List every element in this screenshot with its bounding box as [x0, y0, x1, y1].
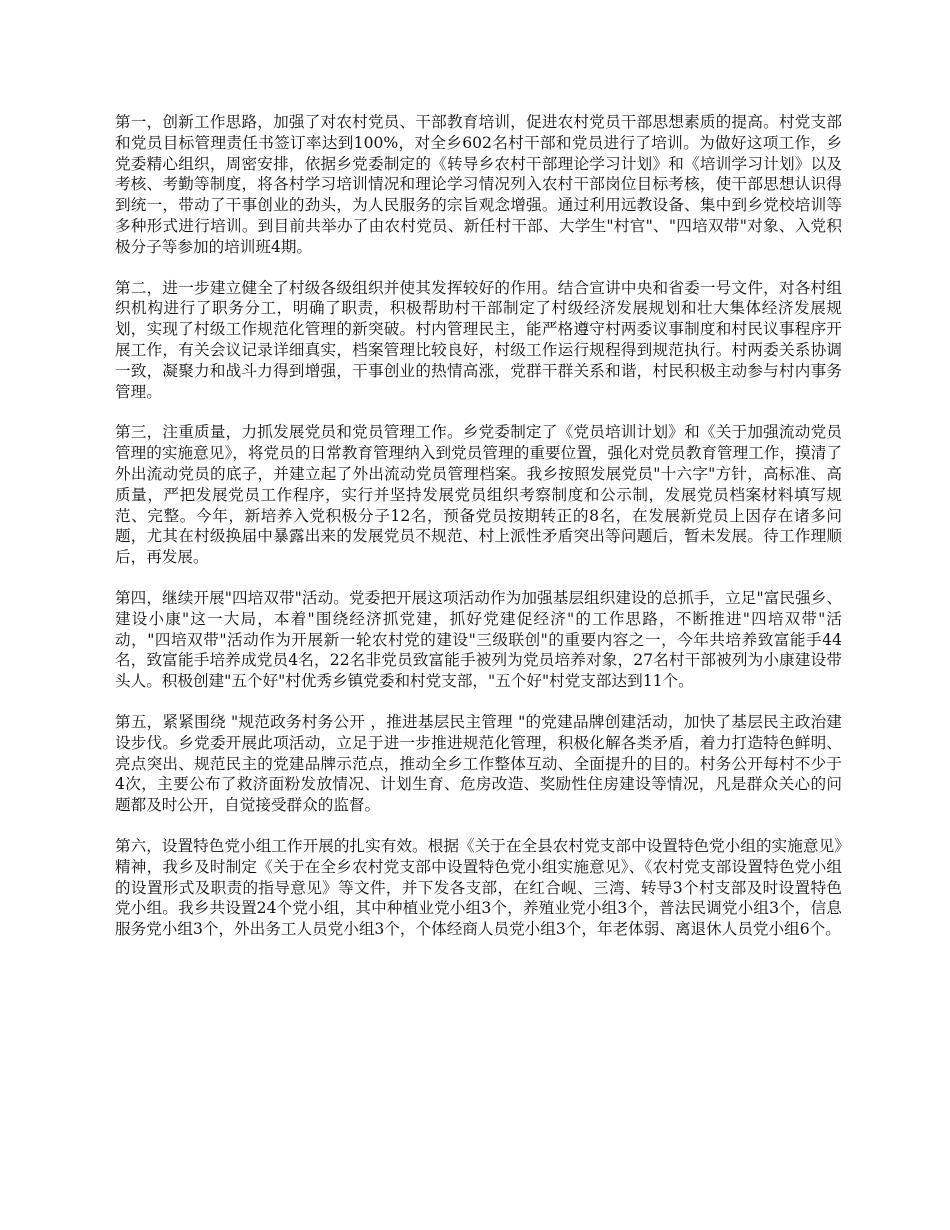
paragraph-2: 第二，进一步建立健全了村级各级组织并使其发挥较好的作用。结合宣讲中央和省委一号文件，对各村组织机构进行了职务分工，明确了职责，积极帮助村干部制定了村级经济发展规划和壮大集体经济发展规划，实现了村级工作规范化管理的新突破。村内管理民主，能严格遵守村两委议事制度和村民议事程序开展工作，有关会议记录详细真实，档案管理比较良好，村级工作运行规程得到规范执行。村两委关系协调一致，凝聚力和战斗力得到增强，干事创业的热情高涨，党群干群关系和谐，村民积极主动参与村内事务管理。 — [115, 278, 842, 401]
paragraph-3: 第三，注重质量，力抓发展党员和党员管理工作。乡党委制定了《党员培训计划》和《关于加强流动党员管理的实施意见》，将党员的日常教育管理纳入到党员管理的重要位置，强化对党员教育管理工作，摸清了外出流动党员的底子，并建立起了外出流动党员管理档案。我乡按照发展党员"十六字"方针，高标准、高质量，严把发展党员工作程序，实行并坚持发展党员组织考察制度和公示制，发展党员档案材料填写规范、完整。今年，新培养入党积极分子12名，预备党员按期转正的8名，在发展新党员上因存在诸多问题，尤其在村级换届中暴露出来的发展党员不规范、村上派性矛盾突出等问题后，暂未发展。待工作理顺后，再发展。 — [115, 423, 842, 567]
paragraph-6: 第六，设置特色党小组工作开展的扎实有效。根据《关于在全县农村党支部中设置特色党小组的实施意见》精神，我乡及时制定《关于在全乡农村党支部中设置特色党小组实施意见》、《农村党支部设置特色党小组的设置形式及职责的指导意见》等文件，并下发各支部，在红合岘、三湾、转导3个村支部及时设置特色党小组。我乡共设置24个党小组，其中种植业党小组3个，养殖业党小组3个，普法民调党小组3个，信息服务党小组3个，外出务工人员党小组3个，个体经商人员党小组3个，年老体弱、离退休人员党小组6个。 — [115, 836, 842, 939]
paragraph-5: 第五，紧紧围绕 "规范政务村务公开 ，推进基层民主管理 "的党建品牌创建活动，加快了基层民主政治建设步伐。乡党委开展此项活动，立足于进一步推进规范化管理，积极化解各类矛盾，着力打造特色鲜明、亮点突出、规范民主的党建品牌示范点，推动全乡工作整体互动、全面提升的目的。村务公开每村不少于4次，主要公布了救济面粉发放情况、计划生育、危房改造、奖励性住房建设等情况，凡是群众关心的问题都及时公开，自觉接受群众的监督。 — [115, 712, 842, 815]
paragraph-4: 第四，继续开展"四培双带"活动。党委把开展这项活动作为加强基层组织建设的总抓手，立足"富民强乡、建设小康"这一大局，本着"围绕经济抓党建，抓好党建促经济"的工作思路，不断推进"四培双带"活动，"四培双带"活动作为开展新一轮农村党的建设"三级联创"的重要内容之一，今年共培养致富能手44名，致富能手培养成党员4名，22名非党员致富能手被列为党员培养对象，27名村干部被列为小康建设带头人。积极创建"五个好"村优秀乡镇党委和村党支部，"五个好"村党支部达到11个。 — [115, 588, 842, 691]
document-page — [115, 112, 842, 960]
paragraph-1: 第一，创新工作思路，加强了对农村党员、干部教育培训，促进农村党员干部思想素质的提高。村党支部和党员目标管理责任书签订率达到100%，对全乡602名村干部和党员进行了培训。为做好这项工作，乡党委精心组织，周密安排，依据乡党委制定的《转导乡农村干部理论学习计划》和《培训学习计划》以及考核、考勤等制度，将各村学习培训情况和理论学习情况列入农村干部岗位目标考核，使干部思想认识得到统一，带动了干事创业的劲头，为人民服务的宗旨观念增强。通过利用远教设备、集中到乡党校培训等多种形式进行培训。到目前共举办了由农村党员、新任村干部、大学生"村官"、"四培双带"对象、入党积极分子等参加的培训班4期。 — [115, 113, 842, 256]
